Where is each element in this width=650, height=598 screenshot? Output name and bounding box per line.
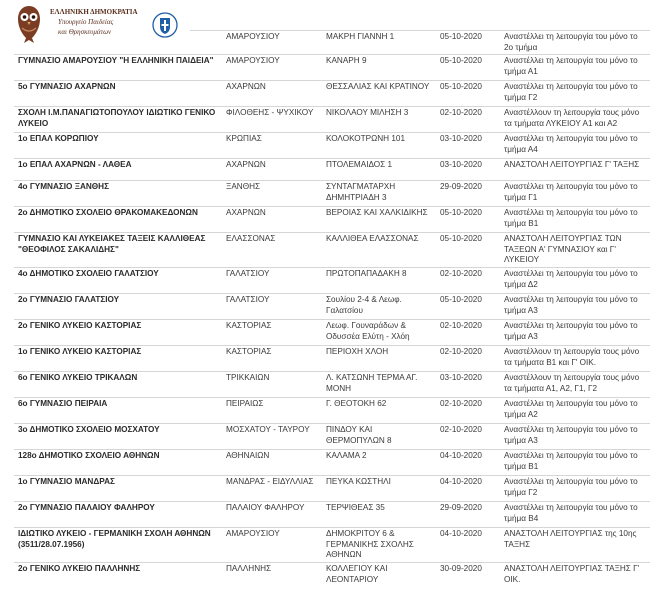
address-cell: ΣΥΝΤΑΓΜΑΤΑΡΧΗ ΔΗΜΗΤΡΙΑΔΗ 3 — [322, 181, 436, 207]
school-name-cell: 1ο ΓΕΝΙΚΟ ΛΥΚΕΙΟ ΚΑΣΤΟΡΙΑΣ — [14, 346, 222, 372]
closure-date-cell: 05-10-2020 — [436, 55, 500, 81]
table-row — [14, 268, 650, 294]
closure-note-cell: Αναστέλλει τη λειτουργία του μόνο το τμήμα Α2 — [500, 398, 650, 424]
closure-date-cell: 29-09-2020 — [436, 181, 500, 207]
table-row — [14, 320, 650, 346]
table-row — [14, 294, 650, 320]
closure-date-cell: 05-10-2020 — [436, 207, 500, 233]
owl-logo-icon — [14, 4, 44, 44]
address-cell: ΚΟΛΟΚΟΤΡΩΝΗ 101 — [322, 133, 436, 159]
closure-note-cell: Αναστέλλει τη λειτουργία του μόνο το τμήμα Β4 — [500, 502, 650, 528]
municipality-cell: ΜΑΝΔΡΑΣ - ΕΙΔΥΛΛΙΑΣ — [222, 476, 322, 502]
closure-date-cell: 29-09-2020 — [436, 502, 500, 528]
closure-date-cell: 03-10-2020 — [436, 372, 500, 398]
address-cell: ΜΑΚΡΗ ΓΙΑΝΝΗ 1 — [322, 31, 436, 55]
municipality-cell: ΠΑΛΛΗΝΗΣ — [222, 563, 322, 589]
closure-note-cell: Αναστέλλει τη λειτουργία του μόνο το τμήμα Α1 — [500, 55, 650, 81]
closure-note-cell: Αναστέλλει τη λειτουργία του μόνο το τμήμα Γ1 — [500, 181, 650, 207]
table-row — [14, 107, 650, 133]
address-cell: ΠΤΟΛΕΜΑΙΔΟΣ 1 — [322, 159, 436, 181]
municipality-cell: ΤΡΙΚΚΑΙΩΝ — [222, 372, 322, 398]
table-row — [14, 502, 650, 528]
greek-emblem-icon — [152, 12, 178, 38]
table-row — [14, 133, 650, 159]
municipality-cell: ΜΟΣΧΑΤΟΥ - ΤΑΥΡΟΥ — [222, 424, 322, 450]
closure-date-cell: 02-10-2020 — [436, 107, 500, 133]
closure-note-cell: Αναστέλλει τη λειτουργία του μόνο το τμήμα Β1 — [500, 450, 650, 476]
school-name-cell: 2ο ΔΗΜΟΤΙΚΟ ΣΧΟΛΕΙΟ ΘΡΑΚΟΜΑΚΕΔΟΝΩΝ — [14, 207, 222, 233]
municipality-cell: ΑΜΑΡΟΥΣΙΟΥ — [222, 528, 322, 563]
closure-date-cell: 04-10-2020 — [436, 476, 500, 502]
closure-date-cell: 05-10-2020 — [436, 294, 500, 320]
closure-note-cell: ΑΝΑΣΤΟΛΗ ΛΕΙΤΟΥΡΓΙΑΣ Γ' ΤΑΞΗΣ — [500, 159, 650, 181]
address-cell: ΠΕΡΙΟΧΗ ΧΛΟΗ — [322, 346, 436, 372]
closure-note-cell: Αναστέλλουν τη λειτουργία τους μόνο τα τμήματα Α1, Α2, Γ1, Γ2 — [500, 372, 650, 398]
address-cell: ΠΙΝΔΟΥ ΚΑΙ ΘΕΡΜΟΠΥΛΩΝ 8 — [322, 424, 436, 450]
logo-line-1: ΕΛΛΗΝΙΚΗ ΔΗΜΟΚΡΑΤΙΑ — [50, 8, 138, 16]
school-name-cell: 2ο ΓΕΝΙΚΟ ΛΥΚΕΙΟ ΠΑΛΛΗΝΗΣ — [14, 563, 222, 589]
school-closures-table-wrap — [14, 30, 650, 588]
table-row — [14, 528, 650, 563]
municipality-cell: ΑΜΑΡΟΥΣΙΟΥ — [222, 31, 322, 55]
closure-date-cell: 02-10-2020 — [436, 268, 500, 294]
school-name-cell: ΙΔΙΩΤΙΚΟ ΛΥΚΕΙΟ - ΓΕΡΜΑΝΙΚΗ ΣΧΟΛΗ ΑΘΗΝΩΝ (3511/28.07.1956) — [14, 528, 222, 563]
address-cell: ΠΡΩΤΟΠΑΠΑΔΑΚΗ 8 — [322, 268, 436, 294]
closure-date-cell: 05-10-2020 — [436, 81, 500, 107]
school-name-cell: 6ο ΓΕΝΙΚΟ ΛΥΚΕΙΟ ΤΡΙΚΑΛΩΝ — [14, 372, 222, 398]
school-name-cell: 2ο ΓΥΜΝΑΣΙΟ ΓΑΛΑΤΣΙΟΥ — [14, 294, 222, 320]
municipality-cell: ΑΘΗΝΑΙΩΝ — [222, 450, 322, 476]
closure-date-cell: 03-10-2020 — [436, 133, 500, 159]
municipality-cell: ΑΧΑΡΝΩΝ — [222, 81, 322, 107]
closure-note-cell: Αναστέλλει τη λειτουργία του μόνο το τμήμα Δ2 — [500, 268, 650, 294]
municipality-cell: ΑΧΑΡΝΩΝ — [222, 207, 322, 233]
municipality-cell: ΓΑΛΑΤΣΙΟΥ — [222, 294, 322, 320]
closure-date-cell: 05-10-2020 — [436, 31, 500, 55]
ministry-logo — [0, 0, 190, 44]
address-cell: Λ. ΚΑΤΣΩΝΗ ΤΕΡΜΑ ΑΓ. ΜΟΝΗ — [322, 372, 436, 398]
municipality-cell: ΚΑΣΤΟΡΙΑΣ — [222, 346, 322, 372]
municipality-cell: ΠΑΛΑΙΟΥ ΦΑΛΗΡΟΥ — [222, 502, 322, 528]
closure-note-cell: Αναστέλλει τη λειτουργία του μόνο το τμήμα Α3 — [500, 424, 650, 450]
table-row — [14, 476, 650, 502]
municipality-cell: ΞΑΝΘΗΣ — [222, 181, 322, 207]
table-row — [14, 233, 650, 268]
address-cell: ΤΕΡΨΙΘΕΑΣ 35 — [322, 502, 436, 528]
municipality-cell: ΕΛΑΣΣΟΝΑΣ — [222, 233, 322, 268]
municipality-cell: ΑΜΑΡΟΥΣΙΟΥ — [222, 55, 322, 81]
closure-date-cell: 05-10-2020 — [436, 233, 500, 268]
table-row — [14, 398, 650, 424]
closure-date-cell: 04-10-2020 — [436, 450, 500, 476]
municipality-cell: ΓΑΛΑΤΣΙΟΥ — [222, 268, 322, 294]
closure-note-cell: Αναστέλλουν τη λειτουργία τους μόνο τα τμήματα ΛΥΚΕΙΟΥ Α1 και Α2 — [500, 107, 650, 133]
school-name-cell: 3ο ΔΗΜΟΤΙΚΟ ΣΧΟΛΕΙΟ ΜΟΣΧΑΤΟΥ — [14, 424, 222, 450]
school-name-cell: ΣΧΟΛΗ Ι.Μ.ΠΑΝΑΓΙΩΤΟΠΟΥΛΟΥ ΙΔΙΩΤΙΚΟ ΓΕΝΙΚΟ ΛΥΚΕΙΟ — [14, 107, 222, 133]
closure-note-cell: Αναστέλλει τη λειτουργία του μόνο το τμήμα Γ2 — [500, 476, 650, 502]
address-cell: ΝΙΚΟΛΑΟΥ ΜΙΛΗΣΗ 3 — [322, 107, 436, 133]
table-row — [14, 81, 650, 107]
address-cell: ΔΗΜΟΚΡΙΤΟΥ 6 & ΓΕΡΜΑΝΙΚΗΣ ΣΧΟΛΗΣ ΑΘΗΝΩΝ — [322, 528, 436, 563]
address-cell: ΚΑΝΑΡΗ 9 — [322, 55, 436, 81]
municipality-cell: ΠΕΙΡΑΙΩΣ — [222, 398, 322, 424]
closure-date-cell: 30-09-2020 — [436, 563, 500, 589]
school-name-cell: ΓΥΜΝΑΣΙΟ ΑΜΑΡΟΥΣΙΟΥ "Η ΕΛΛΗΝΙΚΗ ΠΑΙΔΕΙΑ" — [14, 55, 222, 81]
school-closures-table — [14, 30, 650, 588]
school-name-cell: 2ο ΓΥΜΝΑΣΙΟ ΠΑΛΑΙΟΥ ΦΑΛΗΡΟΥ — [14, 502, 222, 528]
school-name-cell: 4ο ΔΗΜΟΤΙΚΟ ΣΧΟΛΕΙΟ ΓΑΛΑΤΣΙΟΥ — [14, 268, 222, 294]
table-row — [14, 55, 650, 81]
closure-date-cell: 03-10-2020 — [436, 159, 500, 181]
municipality-cell: ΚΡΩΠΙΑΣ — [222, 133, 322, 159]
address-cell: Σουλίου 2-4 & Λεωφ. Γαλατσίου — [322, 294, 436, 320]
table-row — [14, 450, 650, 476]
school-name-cell: 4ο ΓΥΜΝΑΣΙΟ ΞΑΝΘΗΣ — [14, 181, 222, 207]
table-body — [14, 31, 650, 589]
closure-date-cell: 02-10-2020 — [436, 346, 500, 372]
closure-date-cell: 02-10-2020 — [436, 424, 500, 450]
address-cell: Γ. ΘΕΟΤΟΚΗ 62 — [322, 398, 436, 424]
closure-note-cell: Αναστέλλει τη λειτουργία του μόνο το τμήμα Γ2 — [500, 81, 650, 107]
school-name-cell: 1ο ΓΥΜΝΑΣΙΟ ΜΑΝΔΡΑΣ — [14, 476, 222, 502]
table-row — [14, 424, 650, 450]
school-name-cell: 2ο ΓΕΝΙΚΟ ΛΥΚΕΙΟ ΚΑΣΤΟΡΙΑΣ — [14, 320, 222, 346]
table-row — [14, 159, 650, 181]
address-cell: ΒΕΡΟΙΑΣ ΚΑΙ ΧΑΛΚΙΔΙΚΗΣ — [322, 207, 436, 233]
table-row — [14, 181, 650, 207]
address-cell: ΠΕΥΚΑ ΚΩΣΤΗΛΙ — [322, 476, 436, 502]
municipality-cell: ΑΧΑΡΝΩΝ — [222, 159, 322, 181]
logo-line-3: και Θρησκευμάτων — [58, 28, 112, 36]
closure-note-cell: Αναστέλλουν τη λειτουργία τους μόνο τα τμήματα Β1 και Γ' ΟΙΚ. — [500, 346, 650, 372]
address-cell: ΚΑΛΑΜΑ 2 — [322, 450, 436, 476]
closure-date-cell: 02-10-2020 — [436, 320, 500, 346]
closure-note-cell: Αναστέλλει τη λειτουργία του μόνο το τμήμα Β1 — [500, 207, 650, 233]
school-name-cell: 6ο ΓΥΜΝΑΣΙΟ ΠΕΙΡΑΙΑ — [14, 398, 222, 424]
closure-note-cell: ΑΝΑΣΤΟΛΗ ΛΕΙΤΟΥΡΓΙΑΣ ΤΩΝ ΤΑΞΕΩΝ Α' ΓΥΜΝΑΣΙΟΥ και Γ' ΛΥΚΕΙΟΥ — [500, 233, 650, 268]
table-row — [14, 207, 650, 233]
address-cell: ΘΕΣΣΑΛΙΑΣ ΚΑΙ ΚΡΑΤΙΝΟΥ — [322, 81, 436, 107]
address-cell: ΚΟΛΛΕΓΙΟΥ ΚΑΙ ΛΕΟΝΤΑΡΙΟΥ — [322, 563, 436, 589]
closure-note-cell: Αναστέλλει τη λειτουργία του μόνο το τμήμα Α3 — [500, 294, 650, 320]
school-name-cell: 1ο ΕΠΑΛ ΑΧΑΡΝΩΝ - ΛΑΘΕΑ — [14, 159, 222, 181]
logo-line-2: Υπουργείο Παιδείας — [58, 18, 114, 26]
table-row — [14, 372, 650, 398]
school-name-cell: 5ο ΓΥΜΝΑΣΙΟ ΑΧΑΡΝΩΝ — [14, 81, 222, 107]
school-name-cell: 128ο ΔΗΜΟΤΙΚΟ ΣΧΟΛΕΙΟ ΑΘΗΝΩΝ — [14, 450, 222, 476]
closure-note-cell: ΑΝΑΣΤΟΛΗ ΛΕΙΤΟΥΡΓΙΑΣ ΤΑΞΗΣ Γ' ΟΙΚ. — [500, 563, 650, 589]
table-row — [14, 563, 650, 589]
closure-date-cell: 04-10-2020 — [436, 528, 500, 563]
closure-note-cell: Αναστέλλει τη λειτουργία του μόνο το τμήμα Α3 — [500, 320, 650, 346]
closure-date-cell: 02-10-2020 — [436, 398, 500, 424]
school-name-cell: 1ο ΕΠΑΛ ΚΟΡΩΠΙΟΥ — [14, 133, 222, 159]
closure-note-cell: Αναστέλλει τη λειτουργία του μόνο το 2ο τμήμα — [500, 31, 650, 55]
school-name-cell: ΓΥΜΝΑΣΙΟ ΚΑΙ ΛΥΚΕΙΑΚΕΣ ΤΑΞΕΙΣ ΚΑΛΛΙΘΕΑΣ "ΘΕΟΦΙΛΟΣ ΣΑΚΑΛΙΔΗΣ" — [14, 233, 222, 268]
closure-note-cell: ΑΝΑΣΤΟΛΗ ΛΕΙΤΟΥΡΓΙΑΣ της 10ης ΤΑΞΗΣ — [500, 528, 650, 563]
table-row — [14, 346, 650, 372]
address-cell: Λεωφ. Γουναράδων & Οδυσσέα Ελύτη - Χλόη — [322, 320, 436, 346]
municipality-cell: ΚΑΣΤΟΡΙΑΣ — [222, 320, 322, 346]
municipality-cell: ΦΙΛΟΘΕΗΣ - ΨΥΧΙΚΟΥ — [222, 107, 322, 133]
address-cell: ΚΑΛΛΙΘΕΑ ΕΛΑΣΣΟΝΑΣ — [322, 233, 436, 268]
closure-note-cell: Αναστέλλει τη λειτουργία του μόνο το τμήμα Α4 — [500, 133, 650, 159]
